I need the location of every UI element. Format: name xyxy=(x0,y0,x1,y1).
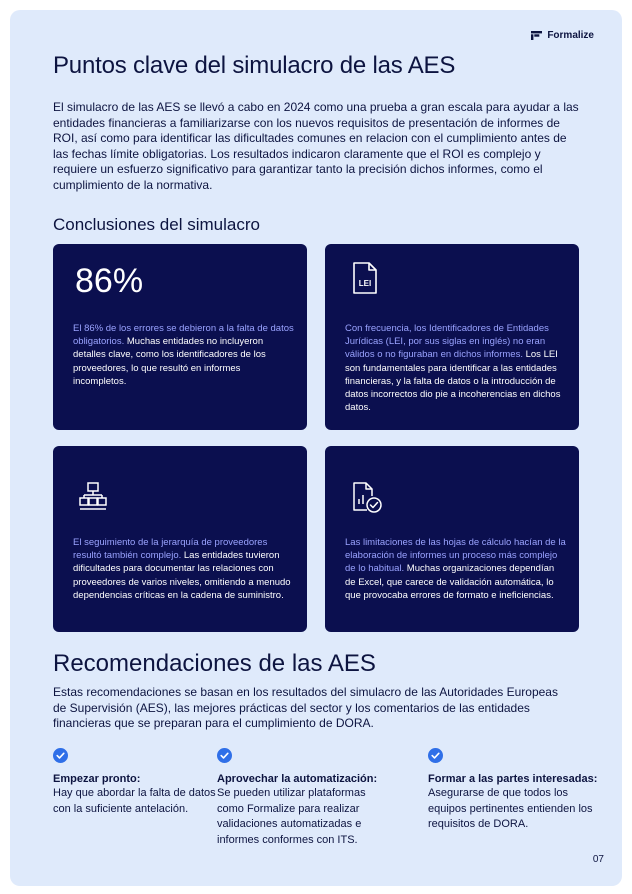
recommendation-item xyxy=(428,748,598,833)
card-text xyxy=(345,322,567,414)
check-circle-icon xyxy=(217,748,232,763)
check-circle-icon xyxy=(428,748,443,763)
card-text xyxy=(345,536,567,602)
recommendation-body: Se pueden utilizar plataformas como Formalize para realizar validaciones automatizadas e informes conformes con ITS. xyxy=(217,787,366,846)
intro-paragraph: El simulacro de las AES se llevó a cabo en 2024 como una prueba a gran escala para ayudar a las entidades financieras a familiarizarse con los nuevos requisitos de presentación de informes de ROI, así como para identificar las dificultades comunes en relacion con el cumplimiento antes de las fechas límite obligatorias. Los resultados indicaron claramente que el ROI es complejo y requiere un esfuerzo significativo para garantizar tanto la precisión dichos informes, como el cumplimiento de la normativa. xyxy=(53,100,579,192)
card-text xyxy=(73,536,295,602)
recommendation-body: Asegurarse de que todos los equipos pertinentes entienden los requisitos de DORA. xyxy=(428,787,593,830)
stat-value: 86% xyxy=(75,262,144,300)
recommendation-item xyxy=(53,748,223,817)
formalize-logo-icon xyxy=(531,31,542,40)
brand-name: Formalize xyxy=(547,30,594,41)
card-body: Las entidades tuvieron dificultades para documentar las relaciones con proveedores de varios niveles, omitiendo a menudo dependencias críticas en la cadena de suministro. xyxy=(73,550,291,601)
card-highlight: Con frecuencia, los Identificadores de Entidades Jurídicas (LEI, por sus siglas en inglés) no eran válidos o no figuraban en dichos informes. xyxy=(345,323,549,361)
card-text xyxy=(73,322,295,388)
recommendation-title: Empezar pronto: xyxy=(53,773,141,785)
page-title: Puntos clave del simulacro de las AES xyxy=(53,52,456,79)
page-number: 07 xyxy=(592,854,604,865)
check-circle-icon xyxy=(53,748,68,763)
card-body: Muchas entidades no incluyeron detalles clave, como los identificadores de los proveedores, lo que resultó en informes incompletos. xyxy=(73,336,266,387)
conclusion-card-spreadsheets xyxy=(325,446,579,632)
lei-icon-label: LEI xyxy=(358,279,372,288)
page xyxy=(10,10,622,886)
card-highlight: El seguimiento de la jerarquía de proveedores resultó también complejo. xyxy=(73,537,268,562)
card-body: Muchas organizaciones dependían de Excel, que carece de validación automática, lo que provocaba errores de formato e ineficiencias. xyxy=(345,563,555,601)
conclusion-card-missing-data xyxy=(53,244,307,430)
supplier-hierarchy-icon xyxy=(79,482,107,512)
recommendations-heading: Recomendaciones de las AES xyxy=(53,650,376,677)
brand-logo xyxy=(531,30,594,41)
spreadsheet-check-icon xyxy=(351,482,383,514)
card-body: Los LEI son fundamentales para identificar a las entidades financieras, y la falta de datos o la introducción de datos incorrectos dio pie a incoherencias en dichos datos. xyxy=(345,349,561,414)
conclusions-heading: Conclusiones del simulacro xyxy=(53,215,260,234)
lei-document-icon xyxy=(351,262,379,294)
conclusion-card-lei xyxy=(325,244,579,430)
card-highlight: Las limitaciones de las hojas de cálculo hacían de la elaboración de informes un proceso más complejo de lo habitual. xyxy=(345,537,566,575)
recommendation-title: Aprovechar la automatización: xyxy=(217,773,378,785)
recommendations-intro: Estas recomendaciones se basan en los resultados del simulacro de las Autoridades Europeas de Supervisión (AES), las mejores prácticas del sector y los comentarios de las entidades financieras que se preparan para el cumplimiento de DORA. xyxy=(53,685,558,730)
recommendation-body: Hay que abordar la falta de datos con la suficiente antelación. xyxy=(53,787,216,815)
card-highlight: El 86% de los errores se debieron a la falta de datos obligatorios. xyxy=(73,323,294,348)
recommendation-title: Formar a las partes interesadas: xyxy=(428,773,598,785)
recommendation-item xyxy=(217,748,387,848)
conclusion-card-supplier-hierarchy xyxy=(53,446,307,632)
